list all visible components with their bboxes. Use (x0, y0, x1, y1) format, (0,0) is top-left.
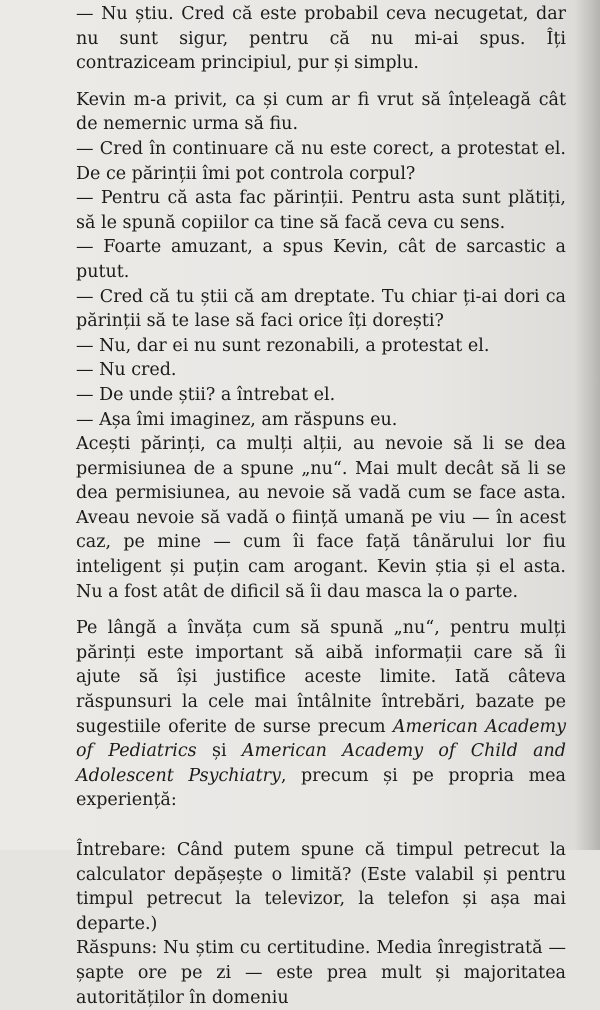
page-text (76, 2, 566, 1010)
book-spine-shadow (574, 0, 600, 850)
narration-paragraph: Acești părinți, ca mulți alții, au nevoie să li se dea permisiunea de a spune „nu“. Mai mult decât să li se dea permisiunea, au nevoie să vadă cum se face asta. Aveau nevoie să vadă o ființă umană pe viu — în acest caz, pe mine — cum îi face față tânărului lor fiu inteligent și puțin cam arogant. Kevin știa și el asta. Nu a fost atât de dificil să îi dau masca la o parte. (76, 434, 566, 602)
dialogue-paragraph: — Așa îmi imaginez, am răspuns eu. (76, 409, 398, 430)
dialogue-paragraph: — Foarte amuzant, a spus Kevin, cât de sarcastic a putut. (76, 237, 566, 282)
dialogue-paragraph: — Nu, dar ei nu sunt rezonabili, a protestat el. (76, 335, 490, 356)
dialogue-paragraph: — Cred că tu știi că am dreptate. Tu chiar ți-ai dori ca părinții să te lase să faci orice îți dorești? (76, 286, 566, 332)
paragraph-gap (76, 604, 566, 616)
dialogue-paragraph: — Nu știu. Cred că este probabil ceva necugetat, dar nu sunt sigur, pentru că nu mi-ai spus. Îți contraziceam principiul, pur și simplu. (76, 4, 566, 74)
org-name-psychiatry: American Academy of Child and Adolescent Psychiatry (76, 741, 567, 786)
question-paragraph: Întrebare: Când putem spune că timpul petrecut la calculator depășește o limită? (Este valabil și pentru timpul petrecut la televizor, la telefon și așa mai departe.) (76, 840, 566, 934)
narration-paragraph: Kevin m-a privit, ca și cum ar fi vrut să înțeleagă cât de nemernic urma să fiu. (76, 89, 566, 135)
answer-paragraph: Răspuns: Nu știm cu certitudine. Media înregistrată — șapte ore pe zi — este prea mult și majoritatea autorităților în domeniu (76, 938, 566, 1008)
dialogue-paragraph: — Pentru că asta fac părinții. Pentru asta sunt plătiți, să le spună copiilor ca tine să facă ceva cu sens. (76, 188, 566, 233)
dialogue-paragraph: — De unde știi? a întrebat el. (76, 384, 336, 405)
section-gap (76, 813, 566, 838)
limits-paragraph (76, 616, 566, 813)
limits-tail: , precum și pe propria mea experiență: (76, 765, 566, 811)
limits-conjunction: și (196, 741, 242, 762)
paragraph-gap (76, 76, 566, 88)
dialogue-paragraph: — Nu cred. (76, 360, 177, 381)
org-name-pediatrics: American Academy of Pediatrics (76, 716, 567, 762)
dialogue-paragraph: — Cred în continuare că nu este corect, a protestat el. De ce părinții îmi pot controla corpul? (76, 138, 566, 184)
limits-lead: Pe lângă a învăța cum să spună „nu“, pentru mulți părinți este important să aibă informații care să îi ajute să își justifice aceste limite. Iată câteva răspunsuri la cele mai întâlnite întrebări, bazate pe sugestiile oferite de surse precum (76, 618, 566, 737)
